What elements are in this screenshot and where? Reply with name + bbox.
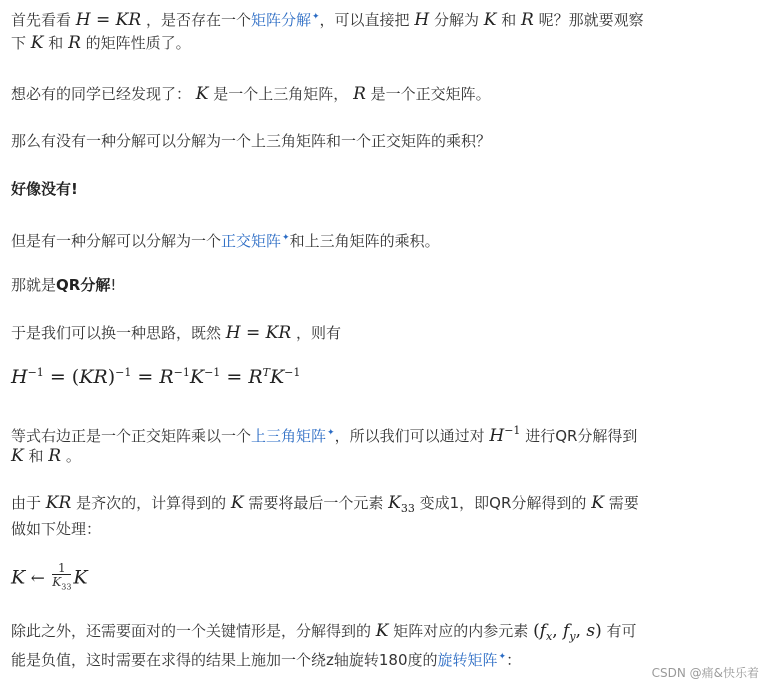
math-K: K — [483, 10, 497, 30]
math-R: R — [159, 366, 174, 388]
text: 分解为 — [433, 11, 479, 29]
math-R: R — [353, 84, 366, 104]
text: ： — [506, 651, 522, 669]
bold-text: QR分解 — [56, 276, 111, 294]
text: 首先看看 — [11, 11, 72, 29]
paragraph-intro-line2 — [11, 32, 191, 54]
text: 做如下处理： — [11, 520, 102, 538]
math-KR: KR — [45, 493, 72, 513]
math-K: K — [269, 366, 285, 388]
math-op: = ( — [43, 366, 80, 388]
link-text[interactable]: 正交矩阵 — [221, 232, 282, 250]
math-R: R — [68, 33, 81, 53]
math-sup: −1 — [504, 424, 521, 437]
math-K: K — [591, 493, 604, 513]
math-K: K — [30, 33, 44, 53]
link-text[interactable]: 矩阵分解 — [250, 11, 311, 29]
paragraph-idea — [11, 322, 341, 344]
math-f: f — [539, 621, 547, 641]
math-R: R — [48, 446, 62, 466]
math-K: K — [11, 566, 26, 589]
math-op: , — [575, 621, 587, 641]
fraction-denominator — [52, 575, 71, 594]
paragraph-question — [11, 130, 491, 152]
link-upper-triangular[interactable] — [251, 427, 335, 445]
math-op: ( — [533, 621, 540, 641]
text: 的矩阵性质了。 — [85, 34, 191, 52]
math-fraction — [52, 562, 71, 594]
text: 下 — [11, 34, 27, 52]
math-sub: y — [569, 630, 576, 643]
math-op: = — [220, 366, 249, 388]
text: ! — [110, 276, 117, 294]
text: 能是负值，这时需要在求得的结果上施加一个绕z轴旋转180度的 — [11, 651, 438, 669]
sparkle-icon: ✦ — [282, 233, 290, 243]
math-H: H — [489, 426, 505, 446]
text: ，则有 — [295, 324, 341, 342]
paragraph-qr-application-line2 — [11, 445, 81, 467]
text: 想必有的同学已经发现了： — [11, 85, 192, 103]
text: 好像没有! — [11, 180, 78, 198]
paragraph-homogeneous-line2 — [11, 518, 101, 540]
math-K: K — [195, 84, 209, 104]
text: 但是有一种分解可以分解为一个 — [11, 232, 222, 250]
text: 是齐次的，计算得到的 — [76, 494, 227, 512]
text: 变成1，即QR分解得到的 — [419, 494, 587, 512]
fraction-numerator: 1 — [52, 562, 71, 575]
paragraph-observation — [11, 83, 491, 105]
text: 和 — [28, 447, 44, 465]
math-op: ) — [107, 366, 116, 388]
math-R: R — [248, 366, 263, 388]
math-sub: 33 — [400, 502, 415, 515]
text: 是一个上三角矩阵， — [213, 85, 349, 103]
math-op: , — [552, 621, 564, 641]
text: 由于 — [11, 494, 42, 512]
text: 除此之外，还需要面对的一个关键情形是，分解得到的 — [11, 622, 372, 640]
paragraph-intro — [11, 6, 644, 31]
math-R: R — [521, 10, 534, 30]
sparkle-icon: ✦ — [312, 12, 320, 22]
text: 和上三角矩阵的乘积。 — [289, 232, 440, 250]
link-matrix-decomposition[interactable] — [251, 11, 320, 29]
math-H: H — [414, 10, 430, 30]
sparkle-icon: ✦ — [498, 652, 507, 662]
math-sup: −1 — [27, 366, 44, 379]
text: 矩阵对应的内参元素 — [393, 622, 529, 640]
paragraph-homogeneous — [11, 492, 639, 520]
link-rotation-matrix[interactable] — [438, 651, 507, 669]
math-K: K — [52, 575, 62, 589]
math-op: ) — [595, 621, 602, 641]
math-KR: KR — [79, 366, 108, 388]
text: 有可 — [606, 622, 637, 640]
text: 那么有没有一种分解可以分解为一个上三角矩阵和一个正交矩阵的乘积？ — [11, 132, 492, 150]
math-K: K — [189, 366, 205, 388]
paragraph-negative — [11, 620, 637, 648]
math-sup: −1 — [115, 366, 132, 379]
equation-normalize — [11, 562, 88, 594]
text: 需要将最后一个元素 — [248, 494, 384, 512]
csdn-watermark: CSDN @痛&快乐着 — [651, 666, 759, 680]
math-H-eq-KR: H = KR — [225, 323, 292, 343]
math-K33: K — [388, 493, 401, 513]
text: 进行QR分解得到 — [525, 427, 638, 445]
paragraph-orthogonal — [11, 227, 440, 252]
text: 和 — [501, 11, 517, 29]
sparkle-icon: ✦ — [327, 428, 335, 438]
math-sup: −1 — [173, 366, 190, 379]
math-H: H — [11, 366, 28, 388]
text: ，所以我们可以通过对 — [334, 427, 485, 445]
math-sup: −1 — [204, 366, 221, 379]
text: ，是否存在一个 — [145, 11, 251, 29]
text: 于是我们可以换一种思路，既然 — [11, 324, 222, 342]
text: 是一个正交矩阵。 — [370, 85, 491, 103]
link-orthogonal-matrix[interactable] — [221, 232, 290, 250]
math-op: = — [131, 366, 160, 388]
math-K: K — [375, 621, 389, 641]
text: ，可以直接把 — [319, 11, 410, 29]
math-sup: −1 — [284, 366, 301, 379]
link-text[interactable]: 旋转矩阵 — [437, 651, 498, 669]
math-s: s — [586, 621, 596, 641]
paragraph-answer-bold — [11, 178, 78, 200]
math-sub: 33 — [61, 582, 72, 592]
paragraph-qr-application — [11, 420, 637, 447]
text: 。 — [65, 447, 81, 465]
math-sup: T — [262, 366, 270, 379]
equation-inverse — [11, 366, 300, 388]
math-K: K — [11, 446, 24, 466]
text: 需要 — [608, 494, 639, 512]
text: 等式右边正是一个正交矩阵乘以一个 — [11, 427, 252, 445]
text: 呢？那就要观察 — [538, 11, 644, 29]
math-arrow: ← — [25, 568, 51, 589]
text: 和 — [48, 34, 64, 52]
text: 那就是 — [11, 276, 57, 294]
math-K: K — [230, 493, 244, 513]
paragraph-qr — [11, 274, 116, 296]
math-K: K — [73, 566, 88, 589]
math-H-eq-KR: H = KR — [75, 10, 142, 30]
math-sub: x — [546, 630, 553, 643]
paragraph-negative-line2 — [11, 646, 521, 671]
math-f: f — [563, 621, 570, 641]
link-text[interactable]: 上三角矩阵 — [251, 427, 327, 445]
